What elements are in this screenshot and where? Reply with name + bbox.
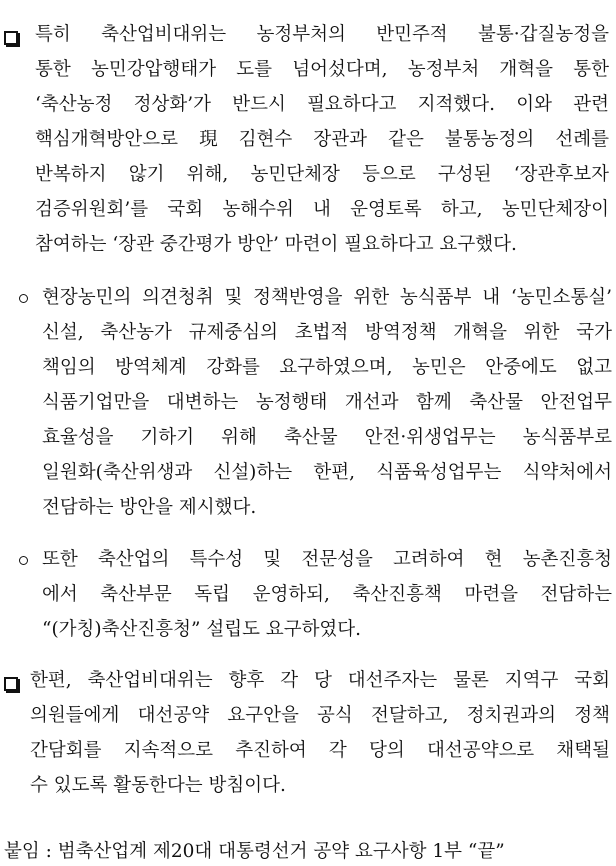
paragraph-line: 특히 축산업비대위는 농정부처의 반민주적 불통·갑질농정을 bbox=[35, 24, 609, 45]
square-bullet-icon bbox=[4, 31, 18, 45]
paragraph-line: 신설, 축산농가 규제중심의 초법적 방역정책 개혁을 위한 국가 bbox=[42, 322, 612, 343]
circle-bullet-icon bbox=[19, 556, 28, 565]
square-bullet-icon bbox=[4, 677, 18, 691]
paragraph-line: 반복하지 않기 위해, 농민단체장 등으로 구성된 ‘장관후보자 bbox=[35, 164, 609, 185]
paragraph-line: 간담회를 지속적으로 추진하여 각 당의 대선공약으로 채택될 bbox=[30, 740, 610, 761]
paragraph-line: 참여하는 ‘장관 중간평가 방안’ 마련이 필요하다고 요구했다. bbox=[35, 234, 517, 255]
paragraph-line: 핵심개혁방안으로 現 김현수 장관과 같은 불통농정의 선례를 bbox=[35, 129, 609, 150]
paragraph-line: 의원들에게 대선공약 요구안을 공식 전달하고, 정치권과의 정책 bbox=[30, 705, 610, 726]
paragraph-line: 한편, 축산업비대위는 향후 각 당 대선주자는 물론 지역구 국회 bbox=[30, 670, 610, 691]
paragraph-line: 효율성을 기하기 위해 축산물 안전·위생업무는 농식품부로 bbox=[42, 427, 612, 448]
paragraph-line: 또한 축산업의 특수성 및 전문성을 고려하여 현 농촌진흥청 bbox=[42, 549, 612, 570]
paragraph-line: ‘축산농정 정상화’가 반드시 필요하다고 지적했다. 이와 관련 bbox=[35, 94, 609, 115]
attachment-note: 붙임 : 범축산업계 제20대 대통령선거 공약 요구사항 1부 “끝” bbox=[4, 841, 505, 862]
circle-bullet-icon bbox=[19, 294, 28, 303]
paragraph-line: 검증위원회’를 국회 농해수위 내 운영토록 하고, 농민단체장이 bbox=[35, 199, 609, 220]
paragraph-line: 현장농민의 의견청취 및 정책반영을 위한 농식품부 내 ‘농민소통실’ bbox=[42, 287, 612, 308]
paragraph-line: 통한 농민강압행태가 도를 넘어섰다며, 농정부처 개혁을 통한 bbox=[35, 59, 609, 80]
paragraph-line: 식품기업만을 대변하는 농정행태 개선과 함께 축산물 안전업무 bbox=[42, 392, 612, 413]
paragraph-line: 전담하는 방안을 제시했다. bbox=[42, 497, 257, 518]
paragraph-line: 일원화(축산위생과 신설)하는 한편, 식품육성업무는 식약처에서 bbox=[42, 462, 612, 483]
paragraph-line: 에서 축산부문 독립 운영하되, 축산진흥책 마련을 전담하는 bbox=[42, 584, 612, 605]
paragraph-line: 수 있도록 활동한다는 방침이다. bbox=[30, 775, 286, 796]
paragraph-line: 책임의 방역체계 강화를 요구하였으며, 농민은 안중에도 없고 bbox=[42, 357, 612, 378]
paragraph-line: “(가칭)축산진흥청” 설립도 요구하였다. bbox=[42, 619, 362, 640]
